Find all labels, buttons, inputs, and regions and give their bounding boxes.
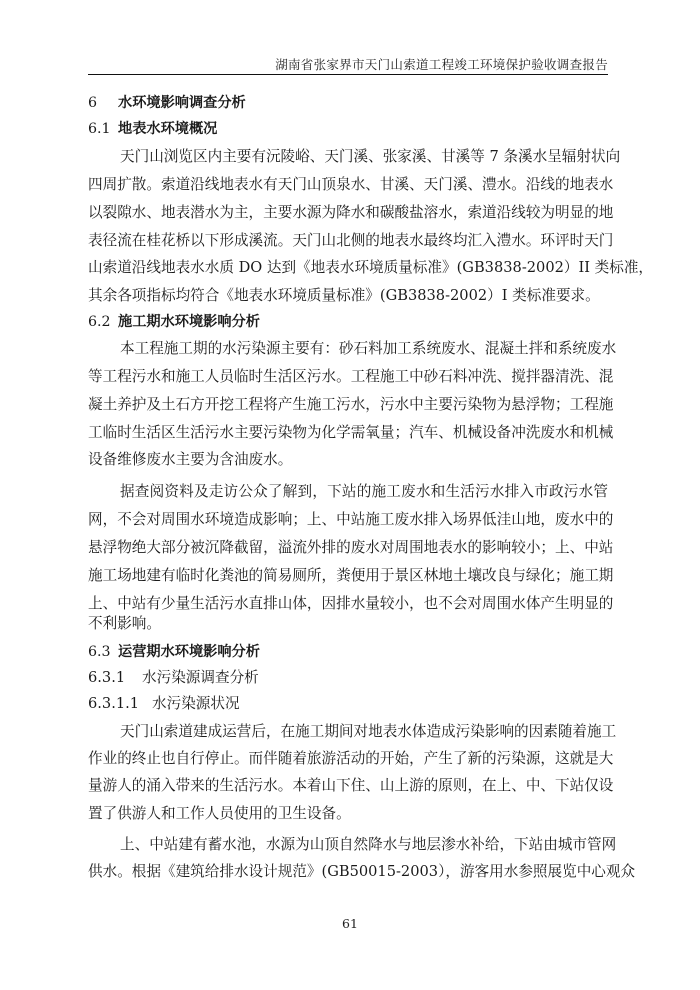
paragraph-line: 悬浮物绝大部分被沉降截留，溢流外排的废水对周围地表水的影响较小；上、中站 [88,539,614,556]
section-title: 施工期水环境影响分析 [118,314,260,330]
section-number: 6.3.1 [88,669,126,686]
paragraph-line: 等工程污水和施工人员临时生活区污水。工程施工中砂石料冲洗、搅拌器清洗、混 [88,368,614,385]
paragraph-line: 上、中站有少量生活污水直排山体，因排水量较小，也不会对周围水体产生明显的 [88,595,614,612]
section-number: 6.1 [88,121,111,137]
paragraph-line: 天门山索道建成运营后，在施工期间对地表水体造成污染影响的因素随着施工 [120,723,617,740]
section-heading-6-3-1-1 [88,693,608,715]
paragraph-line: 天门山浏览区内主要有沅陵峪、天门溪、张家溪、甘溪等 7 条溪水呈辐射状向 [120,148,621,165]
section-heading-6-2 [88,311,608,333]
header-rule [88,74,608,75]
section-title: 水环境影响调查分析 [118,95,246,111]
paragraph-line: 本工程施工期的水污染源主要有：砂石料加工系统废水、混凝土拌和系统废水 [120,340,617,357]
running-header: 湖南省张家界市天门山索道工程竣工环境保护验收调查报告 [275,57,608,72]
section-number: 6 [88,95,98,111]
paragraph-line: 以裂隙水、地表潜水为主，主要水源为降水和碳酸盐溶水，索道沿线较为明显的地 [88,204,614,221]
paragraph-line: 不利影响。 [88,615,161,632]
paragraph-line: 置了供游人和工作人员使用的卫生设备。 [88,805,351,822]
paragraph-line: 工临时生活区生活污水主要污染物为化学需氧量；汽车、机械设备冲洗废水和机械 [88,424,614,441]
section-title: 水污染源调查分析 [142,669,259,686]
section-title: 运营期水环境影响分析 [118,644,260,660]
paragraph-line: 上、中站建有蓄水池，水源为山顶自然降水与地层渗水补给，下站由城市管网 [120,836,617,853]
paragraph-line: 供水。根据《建筑给排水设计规范》(GB50015-2003），游客用水参照展览中心观众 [88,863,636,880]
paragraph-line: 凝土养护及土石方开挖工程将产生施工污水，污水中主要污染物为悬浮物；工程施 [88,396,614,413]
paragraph-line: 网，不会对周围水环境造成影响；上、中站施工废水排入场界低洼山地，废水中的 [88,511,614,528]
paragraph-line: 表径流在桂花桥以下形成溪流。天门山北侧的地表水最终均汇入澧水。环评时天门 [88,232,614,249]
section-number: 6.3 [88,644,111,660]
section-title: 地表水环境概况 [118,121,218,137]
paragraph-line: 其余各项指标均符合《地表水环境质量标准》(GB3838-2002）I 类标准要求。 [88,287,600,304]
section-number: 6.3.1.1 [88,695,140,712]
section-heading-6-3-1 [88,667,608,689]
page-number: 61 [342,916,358,931]
section-title: 水污染源状况 [152,695,240,712]
paragraph-line: 据查阅资料及走访公众了解到，下站的施工废水和生活污水排入市政污水管 [120,483,608,500]
section-number: 6.2 [88,314,111,330]
paragraph-line: 量游人的涌入带来的生活污水。本着山下住、山上游的原则，在上、中、下站仅设 [88,777,614,794]
paragraph-line: 山索道沿线地表水水质 DO 达到《地表水环境质量标准》(GB3838-2002）II 类标准， [88,259,654,276]
section-heading-6-1 [88,118,608,140]
section-heading-6 [88,92,608,114]
section-heading-6-3 [88,641,608,663]
paragraph-line: 四周扩散。索道沿线地表水有天门山顶泉水、甘溪、天门溪、澧水。沿线的地表水 [88,176,614,193]
paragraph-line: 施工场地建有临时化粪池的简易厕所，粪便用于景区林地土壤改良与绿化；施工期 [88,567,614,584]
paragraph-line: 设备维修废水主要为含油废水。 [88,451,293,468]
paragraph-line: 作业的终止也自行停止。而伴随着旅游活动的开始，产生了新的污染源，这就是大 [88,750,614,767]
